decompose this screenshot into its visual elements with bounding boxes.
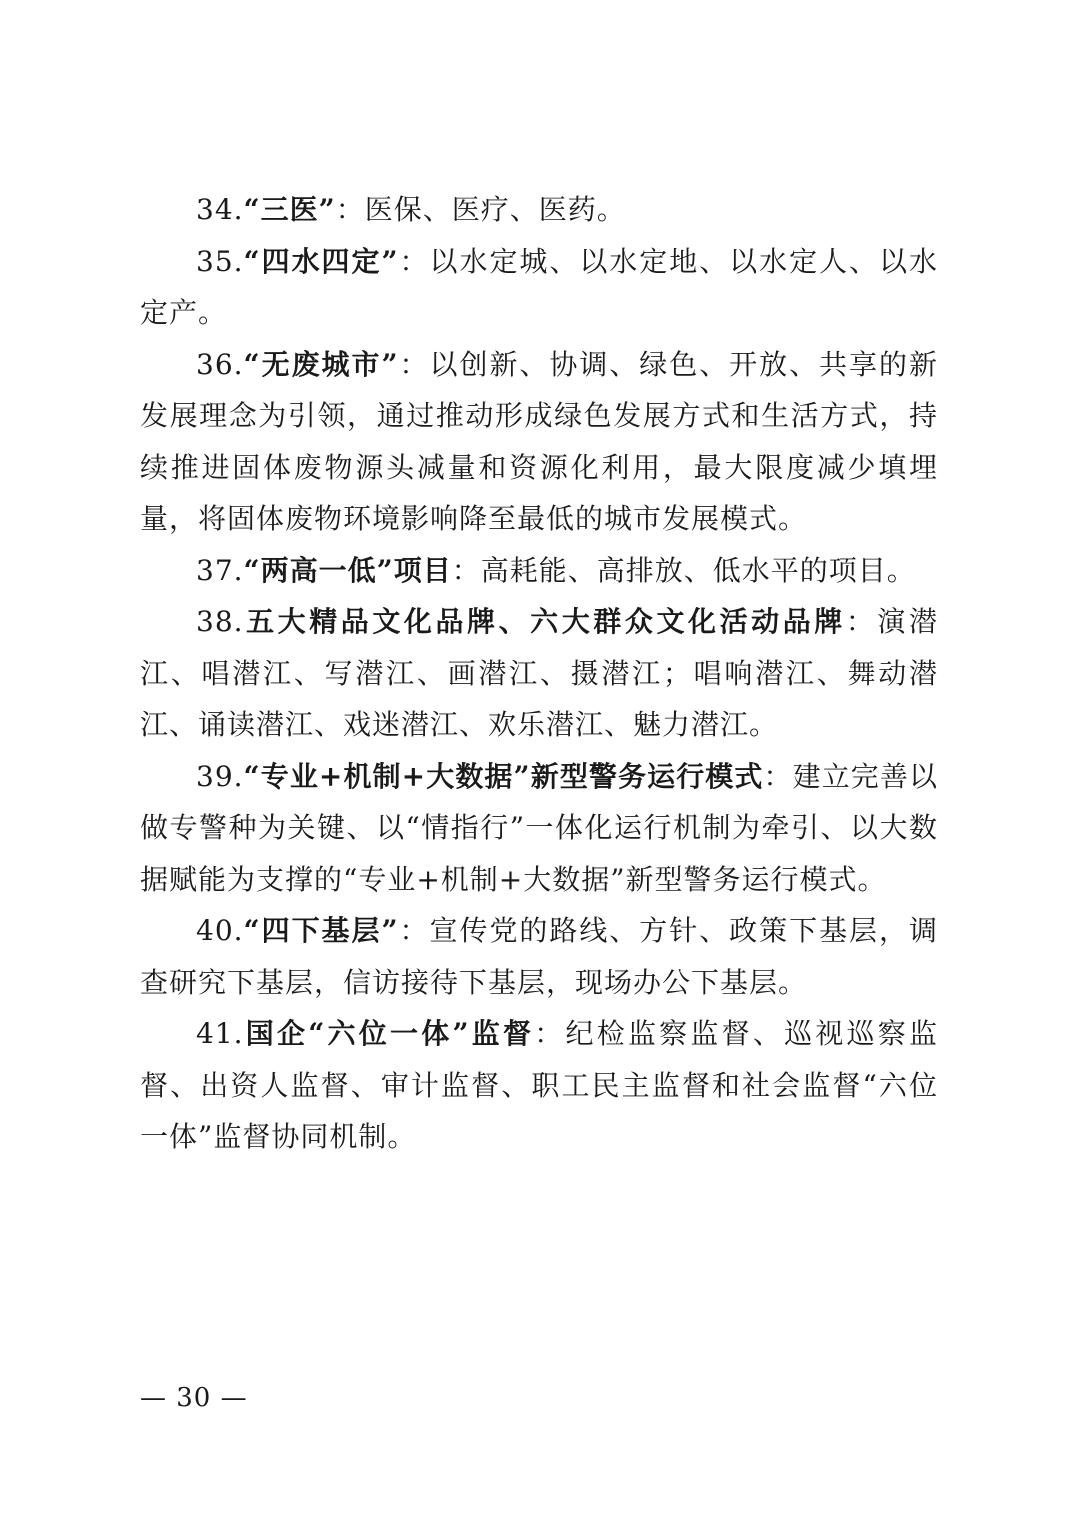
entry-definition: 以创新、协调、绿色、开放、共享的新发展理念为引领，通过推动形成绿色发展方式和生活方式，持续推进固体废物源头减量和资源化利用，最大限度减少填埋量，将固体废物环境影响降至最低的城市发展模式。	[140, 347, 938, 535]
entry-definition: 宣传党的路线、方针、政策下基层，调查研究下基层，信访接待下基层，现场办公下基层。	[140, 914, 938, 999]
entry-term: “三医”	[243, 193, 336, 226]
entry-separator: ：	[534, 1017, 566, 1050]
entry-term: 国企“六位一体”监督	[243, 1017, 535, 1050]
glossary-entry-38	[140, 596, 938, 751]
entry-separator: ：	[845, 605, 878, 638]
entry-term: “专业+机制+大数据”新型警务运行模式	[243, 759, 764, 793]
entry-separator: ：	[763, 759, 793, 793]
entry-separator: ：	[398, 914, 430, 947]
entry-number: 39.	[196, 759, 244, 793]
entry-number: 37.	[196, 553, 244, 587]
entry-number: 36.	[196, 347, 244, 381]
entry-separator: ：	[398, 347, 430, 381]
glossary-entry-36	[140, 339, 938, 545]
entry-separator: ：	[335, 193, 365, 226]
entry-definition: 以水定城、以水定地、以水定人、以水定产。	[140, 244, 938, 329]
entry-separator: ：	[398, 244, 430, 278]
entry-definition: 高耗能、高排放、低水平的项目。	[480, 553, 916, 587]
glossary-entry-41	[140, 1008, 938, 1163]
glossary-entry-40	[140, 905, 938, 1008]
entry-definition: 医保、医疗、医药。	[364, 193, 626, 226]
page-number: — 30 —	[140, 1383, 248, 1413]
entry-term: “两高一低”项目	[243, 553, 452, 587]
entry-definition: 建立完善以做专警种为关键、以“情指行”一体化运行机制为牵引、以大数据赋能为支撑的“专业+机制+大数据”新型警务运行模式。	[140, 759, 938, 896]
entry-term: “四水四定”	[243, 244, 399, 278]
entry-term: “四下基层”	[243, 914, 399, 947]
entry-number: 41.	[196, 1017, 244, 1050]
glossary-body	[140, 184, 938, 1163]
entry-definition: 纪检监察监督、巡视巡察监督、出资人监督、审计监督、职工民主监督和社会监督“六位一体”监督协同机制。	[140, 1017, 938, 1153]
glossary-entry-35	[140, 236, 938, 339]
glossary-entry-34	[140, 184, 938, 236]
entry-definition: 演潜江、唱潜江、写潜江、画潜江、摄潜江；唱响潜江、舞动潜江、诵读潜江、戏迷潜江、欢乐潜江、魅力潜江。	[140, 605, 938, 741]
entry-number: 38.	[196, 605, 244, 638]
entry-number: 34.	[196, 193, 244, 226]
entry-number: 35.	[196, 244, 244, 278]
entry-term: “无废城市”	[243, 347, 399, 381]
glossary-entry-39	[140, 751, 938, 906]
entry-number: 40.	[196, 914, 244, 947]
entry-separator: ：	[451, 553, 481, 587]
entry-term: 五大精品文化品牌、六大群众文化活动品牌	[243, 605, 846, 638]
glossary-entry-37	[140, 545, 938, 597]
